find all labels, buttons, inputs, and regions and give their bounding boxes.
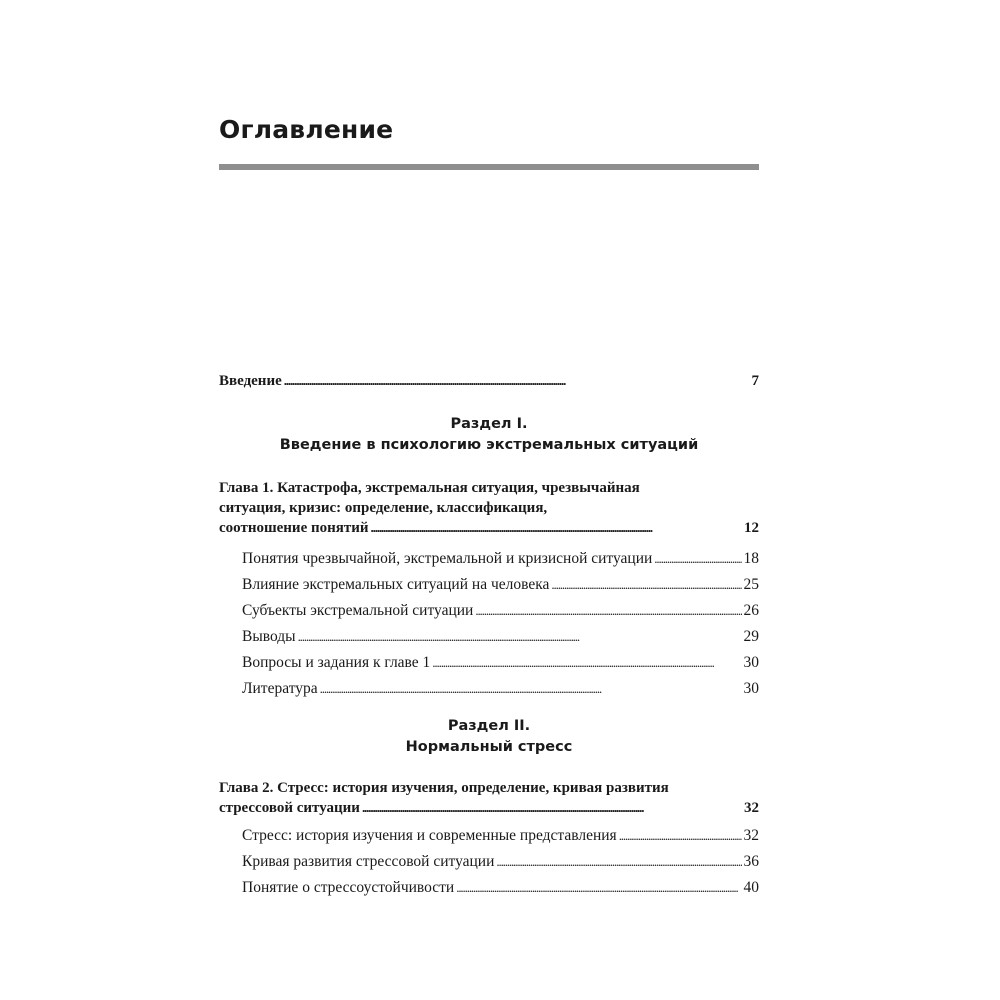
dot-leader: [496, 849, 741, 875]
toc-entry-page: 12: [744, 520, 759, 536]
toc-item[interactable]: [219, 823, 759, 849]
dot-leader: [320, 676, 742, 702]
dot-leader: [432, 650, 741, 676]
chapter-title-line: соотношение понятий: [219, 520, 369, 536]
dot-leader: [298, 624, 742, 650]
toc-item-page: 36: [743, 853, 759, 870]
toc-chapter-1[interactable]: [219, 478, 759, 540]
toc-item-page: 40: [743, 879, 759, 896]
toc-item[interactable]: [219, 546, 759, 572]
toc-item[interactable]: [219, 624, 759, 650]
dot-leader: [371, 518, 742, 538]
section-number: Раздел II.: [447, 718, 531, 734]
toc-item-title: Выводы: [242, 628, 296, 645]
toc-item-title: Кривая развития стрессовой ситуации: [242, 853, 495, 870]
toc-item[interactable]: [219, 875, 759, 901]
toc-item[interactable]: [219, 650, 759, 676]
toc-item-title: Понятие о стрессоустойчивости: [242, 879, 455, 896]
toc-item-page: 25: [743, 576, 759, 593]
dot-leader: [654, 546, 741, 572]
title-divider: [219, 164, 759, 170]
chapter-title-last-line: [219, 518, 759, 540]
toc-entry-page: 32: [744, 800, 759, 816]
dot-leader: [551, 572, 741, 598]
toc-item[interactable]: [219, 572, 759, 598]
chapter-title-line: Глава 2. Стресс: история изучения, определение, кривая развития: [219, 780, 669, 796]
toc-chapter-2[interactable]: [219, 778, 759, 820]
toc-entry-page: 7: [751, 373, 759, 389]
toc-item[interactable]: [219, 849, 759, 875]
dot-leader: [362, 798, 742, 818]
chapter-1-items: [219, 546, 759, 702]
toc-item-page: 26: [743, 602, 759, 619]
table-of-contents: [219, 368, 759, 901]
toc-item-title: Литература: [242, 680, 318, 697]
toc-item-page: 32: [743, 827, 759, 844]
toc-item-page: 29: [743, 628, 759, 645]
toc-item-page: 30: [743, 654, 759, 671]
chapter-title-line: Глава 1. Катастрофа, экстремальная ситуация, чрезвычайная: [219, 480, 640, 496]
dot-leader: [284, 368, 750, 394]
chapter-2-items: [219, 823, 759, 901]
toc-item-page: 18: [743, 550, 759, 567]
section-heading-1: [219, 414, 759, 456]
chapter-title-last-line: [219, 798, 759, 820]
toc-item-title: Вопросы и задания к главе 1: [242, 654, 431, 671]
toc-item[interactable]: [219, 676, 759, 702]
section-heading-2: [219, 716, 759, 758]
toc-item-title: Понятия чрезвычайной, экстремальной и кризисной ситуации: [242, 550, 653, 567]
toc-entry-intro[interactable]: [219, 368, 759, 394]
toc-item-title: Стресс: история изучения и современные представления: [242, 827, 617, 844]
dot-leader: [475, 598, 741, 624]
toc-item-title: Субъекты экстремальной ситуации: [242, 602, 474, 619]
page-title: Оглавление: [219, 115, 394, 144]
dot-leader: [456, 875, 741, 901]
section-subtitle: Нормальный стресс: [405, 739, 573, 755]
section-number: Раздел I.: [450, 416, 528, 432]
chapter-title-line: стрессовой ситуации: [219, 800, 360, 816]
chapter-title-line: ситуация, кризис: определение, классификация,: [219, 500, 548, 516]
dot-leader: [619, 823, 742, 849]
toc-item[interactable]: [219, 598, 759, 624]
toc-entry-title: Введение: [219, 373, 282, 389]
section-subtitle: Введение в психологию экстремальных ситуаций: [279, 437, 699, 453]
toc-item-page: 30: [743, 680, 759, 697]
toc-item-title: Влияние экстремальных ситуаций на человека: [242, 576, 550, 593]
